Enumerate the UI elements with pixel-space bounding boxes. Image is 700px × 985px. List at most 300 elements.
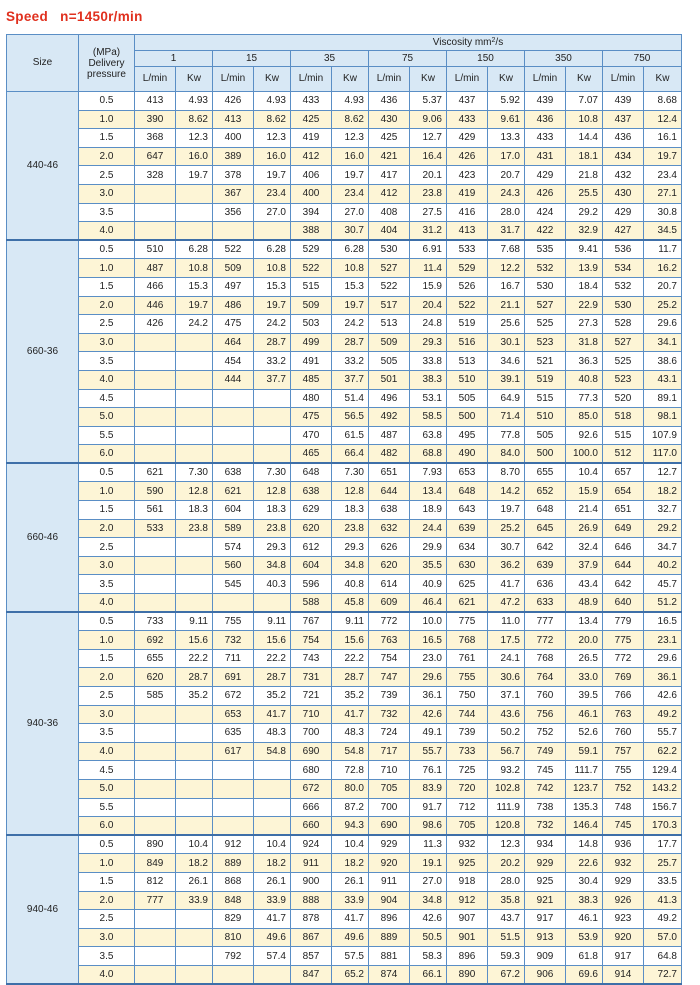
flow-cell: 909	[525, 947, 566, 966]
pressure-cell: 4.0	[79, 965, 135, 984]
power-cell: 15.3	[332, 277, 369, 296]
flow-cell: 429	[447, 129, 488, 148]
power-cell: 27.0	[332, 203, 369, 222]
flow-cell: 777	[525, 612, 566, 631]
pressure-header-line3: pressure	[87, 68, 126, 80]
flow-cell: 497	[213, 277, 254, 296]
flow-cell: 422	[525, 222, 566, 241]
flow-cell: 437	[603, 110, 644, 129]
flow-cell: 503	[291, 315, 332, 334]
power-cell: 26.9	[566, 519, 603, 538]
flow-cell	[135, 222, 176, 241]
table-row	[7, 222, 682, 241]
power-cell: 72.7	[644, 965, 682, 984]
power-cell: 68.8	[410, 445, 447, 464]
power-cell: 18.3	[254, 501, 291, 520]
power-cell: 22.2	[254, 649, 291, 668]
viscosity-col-header: 150	[447, 51, 525, 67]
power-cell: 20.7	[644, 277, 682, 296]
pressure-cell: 1.5	[79, 649, 135, 668]
flow-cell	[213, 761, 254, 780]
flow-cell: 533	[447, 240, 488, 259]
flow-cell: 690	[291, 742, 332, 761]
flow-cell: 521	[525, 352, 566, 371]
flow-cell: 648	[291, 463, 332, 482]
power-cell: 18.4	[566, 277, 603, 296]
flow-cell: 666	[291, 798, 332, 817]
table-row	[7, 631, 682, 650]
power-cell: 37.1	[488, 687, 525, 706]
power-cell: 12.4	[644, 110, 682, 129]
power-cell: 51.4	[332, 389, 369, 408]
flow-cell: 604	[213, 501, 254, 520]
power-cell: 9.41	[566, 240, 603, 259]
flow-cell: 700	[369, 798, 410, 817]
flow-cell: 756	[525, 705, 566, 724]
power-cell: 38.3	[410, 370, 447, 389]
power-cell: 15.6	[254, 631, 291, 650]
power-cell: 40.8	[566, 370, 603, 389]
flow-cell: 367	[213, 184, 254, 203]
flow-cell	[135, 426, 176, 445]
power-cell: 29.2	[566, 203, 603, 222]
flow-cell: 519	[447, 315, 488, 334]
flow-cell: 429	[525, 166, 566, 185]
power-cell	[254, 761, 291, 780]
flow-cell: 400	[213, 129, 254, 148]
table-row	[7, 370, 682, 389]
flow-cell: 536	[603, 240, 644, 259]
flow-cell: 517	[369, 296, 410, 315]
power-cell: 14.4	[566, 129, 603, 148]
table-row	[7, 166, 682, 185]
flow-cell: 757	[603, 742, 644, 761]
flow-cell	[135, 594, 176, 613]
power-cell	[176, 538, 213, 557]
flow-cell: 625	[447, 575, 488, 594]
power-cell: 5.37	[410, 92, 447, 111]
flow-cell: 520	[603, 389, 644, 408]
pressure-cell: 3.5	[79, 203, 135, 222]
power-cell	[176, 389, 213, 408]
pressure-cell: 4.5	[79, 389, 135, 408]
lmin-col-header: L/min	[291, 67, 332, 92]
power-cell: 9.11	[254, 612, 291, 631]
kw-col-header: Kw	[176, 67, 213, 92]
power-cell: 36.1	[410, 687, 447, 706]
power-cell: 18.3	[332, 501, 369, 520]
flow-cell: 516	[447, 333, 488, 352]
viscosity-sup: 2	[491, 36, 496, 44]
power-cell: 16.5	[410, 631, 447, 650]
power-cell: 28.0	[488, 872, 525, 891]
flow-cell: 389	[213, 147, 254, 166]
flow-cell: 932	[603, 854, 644, 873]
power-cell: 156.7	[644, 798, 682, 817]
power-cell: 24.2	[176, 315, 213, 334]
power-cell: 66.4	[332, 445, 369, 464]
flow-cell: 519	[525, 370, 566, 389]
flow-cell: 690	[369, 817, 410, 836]
pressure-cell: 2.0	[79, 147, 135, 166]
power-cell: 49.6	[254, 928, 291, 947]
power-cell	[254, 389, 291, 408]
table-row	[7, 501, 682, 520]
flow-cell: 509	[291, 296, 332, 315]
power-cell: 16.5	[644, 612, 682, 631]
flow-cell: 867	[291, 928, 332, 947]
kw-col-header: Kw	[488, 67, 525, 92]
power-cell: 6.91	[410, 240, 447, 259]
flow-cell: 655	[135, 649, 176, 668]
power-cell: 19.7	[488, 501, 525, 520]
power-cell: 4.93	[254, 92, 291, 111]
power-cell: 77.3	[566, 389, 603, 408]
power-cell: 52.6	[566, 724, 603, 743]
lmin-col-header: L/min	[603, 67, 644, 92]
power-cell: 15.6	[176, 631, 213, 650]
power-cell: 24.3	[488, 184, 525, 203]
flow-cell: 755	[603, 761, 644, 780]
power-cell: 19.1	[410, 854, 447, 873]
flow-cell: 638	[369, 501, 410, 520]
table-row	[7, 426, 682, 445]
power-cell: 55.7	[644, 724, 682, 743]
flow-cell: 638	[213, 463, 254, 482]
flow-cell: 515	[603, 426, 644, 445]
power-cell: 33.8	[410, 352, 447, 371]
power-cell: 51.5	[488, 928, 525, 947]
power-cell: 43.7	[488, 910, 525, 929]
flow-cell: 705	[369, 779, 410, 798]
power-cell: 14.8	[566, 835, 603, 854]
power-cell: 111.7	[566, 761, 603, 780]
flow-cell: 934	[525, 835, 566, 854]
flow-cell: 626	[369, 538, 410, 557]
power-cell: 28.7	[176, 668, 213, 687]
power-cell: 18.3	[176, 501, 213, 520]
power-cell: 21.8	[566, 166, 603, 185]
power-cell: 15.9	[566, 482, 603, 501]
flow-cell: 390	[135, 110, 176, 129]
power-cell: 33.0	[566, 668, 603, 687]
power-cell: 71.4	[488, 408, 525, 427]
flow-cell	[213, 965, 254, 984]
power-cell: 34.8	[332, 556, 369, 575]
flow-cell: 527	[603, 333, 644, 352]
power-cell: 7.93	[410, 463, 447, 482]
flow-cell	[213, 389, 254, 408]
flow-cell: 482	[369, 445, 410, 464]
power-cell: 53.1	[410, 389, 447, 408]
power-cell: 37.7	[332, 370, 369, 389]
flow-cell: 530	[603, 296, 644, 315]
power-cell: 12.3	[176, 129, 213, 148]
flow-cell	[135, 203, 176, 222]
power-cell: 35.2	[254, 687, 291, 706]
power-cell: 29.2	[644, 519, 682, 538]
flow-cell: 680	[291, 761, 332, 780]
flow-cell: 413	[213, 110, 254, 129]
flow-cell: 752	[603, 779, 644, 798]
flow-cell: 745	[603, 817, 644, 836]
power-cell: 41.7	[332, 910, 369, 929]
flow-cell: 523	[525, 333, 566, 352]
table-row	[7, 742, 682, 761]
flow-cell: 561	[135, 501, 176, 520]
power-cell: 57.5	[332, 947, 369, 966]
power-cell: 30.7	[488, 538, 525, 557]
flow-cell: 745	[525, 761, 566, 780]
flow-cell: 761	[447, 649, 488, 668]
flow-cell	[135, 556, 176, 575]
kw-col-header: Kw	[332, 67, 369, 92]
flow-cell: 767	[291, 612, 332, 631]
power-cell: 72.8	[332, 761, 369, 780]
power-cell: 10.4	[332, 835, 369, 854]
flow-cell: 936	[603, 835, 644, 854]
power-cell: 41.7	[488, 575, 525, 594]
table-row	[7, 296, 682, 315]
power-cell: 29.6	[410, 668, 447, 687]
power-cell: 9.11	[176, 612, 213, 631]
flow-cell	[135, 761, 176, 780]
power-cell	[254, 965, 291, 984]
power-cell: 35.8	[488, 891, 525, 910]
power-cell: 12.7	[644, 463, 682, 482]
flow-cell: 907	[447, 910, 488, 929]
flow-cell: 525	[603, 352, 644, 371]
table-row	[7, 445, 682, 464]
power-cell: 36.2	[488, 556, 525, 575]
pressure-cell: 1.5	[79, 277, 135, 296]
power-cell: 16.1	[644, 129, 682, 148]
power-cell: 24.2	[254, 315, 291, 334]
power-cell: 33.9	[332, 891, 369, 910]
power-cell: 10.4	[176, 835, 213, 854]
power-cell: 66.1	[410, 965, 447, 984]
flow-cell: 768	[447, 631, 488, 650]
power-cell	[176, 947, 213, 966]
power-cell: 22.6	[566, 854, 603, 873]
flow-cell: 429	[603, 203, 644, 222]
power-cell: 19.7	[254, 296, 291, 315]
power-cell: 19.7	[332, 166, 369, 185]
power-cell: 16.0	[332, 147, 369, 166]
flow-cell: 755	[213, 612, 254, 631]
flow-cell: 889	[213, 854, 254, 873]
pressure-cell: 1.5	[79, 129, 135, 148]
table-row	[7, 668, 682, 687]
flow-cell: 590	[135, 482, 176, 501]
power-cell: 19.7	[176, 166, 213, 185]
flow-cell: 732	[213, 631, 254, 650]
size-cell: 660-36	[7, 240, 79, 463]
pressure-cell: 4.5	[79, 761, 135, 780]
power-cell: 6.28	[332, 240, 369, 259]
power-cell: 12.7	[410, 129, 447, 148]
power-cell: 10.8	[176, 259, 213, 278]
power-cell: 62.2	[644, 742, 682, 761]
pressure-cell: 0.5	[79, 463, 135, 482]
power-cell: 54.8	[254, 742, 291, 761]
power-cell: 22.2	[332, 649, 369, 668]
power-cell: 32.7	[644, 501, 682, 520]
flow-cell: 639	[447, 519, 488, 538]
power-cell	[176, 222, 213, 241]
power-cell: 10.4	[254, 835, 291, 854]
power-cell: 94.3	[332, 817, 369, 836]
flow-cell: 356	[213, 203, 254, 222]
power-cell: 123.7	[566, 779, 603, 798]
flow-cell: 632	[369, 519, 410, 538]
flow-cell: 525	[525, 315, 566, 334]
power-cell: 59.1	[566, 742, 603, 761]
power-cell: 40.8	[332, 575, 369, 594]
power-cell: 29.3	[254, 538, 291, 557]
power-cell: 16.7	[488, 277, 525, 296]
power-cell: 49.1	[410, 724, 447, 743]
table-header	[7, 35, 682, 92]
flow-cell: 653	[213, 705, 254, 724]
power-cell: 42.6	[410, 705, 447, 724]
flow-cell: 424	[525, 203, 566, 222]
power-cell: 36.1	[644, 668, 682, 687]
flow-cell: 772	[525, 631, 566, 650]
table-row	[7, 687, 682, 706]
flow-cell: 588	[291, 594, 332, 613]
power-cell: 26.1	[332, 872, 369, 891]
flow-cell: 731	[291, 668, 332, 687]
pressure-cell: 0.5	[79, 835, 135, 854]
flow-cell: 929	[603, 872, 644, 891]
flow-cell: 513	[447, 352, 488, 371]
flow-cell: 868	[213, 872, 254, 891]
power-cell: 129.4	[644, 761, 682, 780]
table-row	[7, 463, 682, 482]
flow-cell: 744	[447, 705, 488, 724]
flow-cell: 328	[135, 166, 176, 185]
power-cell	[176, 594, 213, 613]
viscosity-header	[135, 35, 682, 51]
flow-cell: 649	[603, 519, 644, 538]
flow-cell: 378	[213, 166, 254, 185]
flow-cell: 890	[135, 835, 176, 854]
flow-cell: 439	[525, 92, 566, 111]
power-cell: 46.1	[566, 705, 603, 724]
power-cell: 20.1	[410, 166, 447, 185]
table-row	[7, 203, 682, 222]
pressure-cell: 0.5	[79, 612, 135, 631]
flow-cell: 651	[603, 501, 644, 520]
power-cell: 27.0	[254, 203, 291, 222]
flow-cell: 755	[447, 668, 488, 687]
flow-cell: 720	[447, 779, 488, 798]
flow-cell: 929	[525, 854, 566, 873]
flow-cell: 672	[213, 687, 254, 706]
pressure-cell: 2.5	[79, 538, 135, 557]
flow-cell: 921	[525, 891, 566, 910]
flow-cell: 691	[213, 668, 254, 687]
flow-cell: 425	[369, 129, 410, 148]
power-cell: 50.5	[410, 928, 447, 947]
pressure-cell: 1.0	[79, 259, 135, 278]
table-row	[7, 724, 682, 743]
flow-cell: 535	[525, 240, 566, 259]
flow-cell: 419	[291, 129, 332, 148]
power-cell: 31.8	[566, 333, 603, 352]
power-cell: 6.28	[176, 240, 213, 259]
flow-cell	[213, 426, 254, 445]
power-cell: 30.7	[332, 222, 369, 241]
flow-cell: 710	[369, 761, 410, 780]
flow-cell: 739	[447, 724, 488, 743]
power-cell: 23.1	[644, 631, 682, 650]
pressure-cell: 4.0	[79, 594, 135, 613]
flow-cell: 924	[291, 835, 332, 854]
power-cell: 17.0	[488, 147, 525, 166]
flow-cell: 747	[369, 668, 410, 687]
table-row	[7, 779, 682, 798]
power-cell: 76.1	[410, 761, 447, 780]
power-cell: 34.5	[644, 222, 682, 241]
flow-cell: 495	[447, 426, 488, 445]
flow-cell: 896	[369, 910, 410, 929]
power-cell: 13.3	[488, 129, 525, 148]
table-row	[7, 147, 682, 166]
flow-cell: 911	[369, 872, 410, 891]
flow-cell: 412	[369, 184, 410, 203]
power-cell: 28.7	[332, 668, 369, 687]
power-cell: 10.8	[332, 259, 369, 278]
power-cell: 41.7	[254, 910, 291, 929]
flow-cell: 487	[135, 259, 176, 278]
flow-cell: 923	[603, 910, 644, 929]
flow-cell: 496	[369, 389, 410, 408]
flow-cell: 612	[291, 538, 332, 557]
flow-cell: 888	[291, 891, 332, 910]
flow-cell: 527	[369, 259, 410, 278]
table-row	[7, 184, 682, 203]
power-cell: 34.8	[410, 891, 447, 910]
power-cell	[176, 798, 213, 817]
pressure-cell: 3.0	[79, 556, 135, 575]
power-cell: 23.4	[254, 184, 291, 203]
power-cell	[254, 426, 291, 445]
power-cell	[176, 370, 213, 389]
pressure-cell: 1.5	[79, 501, 135, 520]
power-cell: 43.6	[488, 705, 525, 724]
power-cell: 13.4	[566, 612, 603, 631]
flow-cell: 732	[369, 705, 410, 724]
pressure-cell: 3.0	[79, 333, 135, 352]
flow-cell: 763	[369, 631, 410, 650]
flow-cell: 775	[447, 612, 488, 631]
power-cell: 23.4	[644, 166, 682, 185]
flow-cell: 426	[213, 92, 254, 111]
power-cell: 24.4	[410, 519, 447, 538]
flow-cell: 710	[291, 705, 332, 724]
power-cell: 38.3	[566, 891, 603, 910]
power-cell: 16.2	[644, 259, 682, 278]
flow-cell: 766	[603, 687, 644, 706]
flow-cell: 646	[603, 538, 644, 557]
power-cell: 38.6	[644, 352, 682, 371]
flow-cell	[135, 724, 176, 743]
power-cell: 9.11	[332, 612, 369, 631]
flow-cell: 491	[291, 352, 332, 371]
power-cell	[176, 203, 213, 222]
